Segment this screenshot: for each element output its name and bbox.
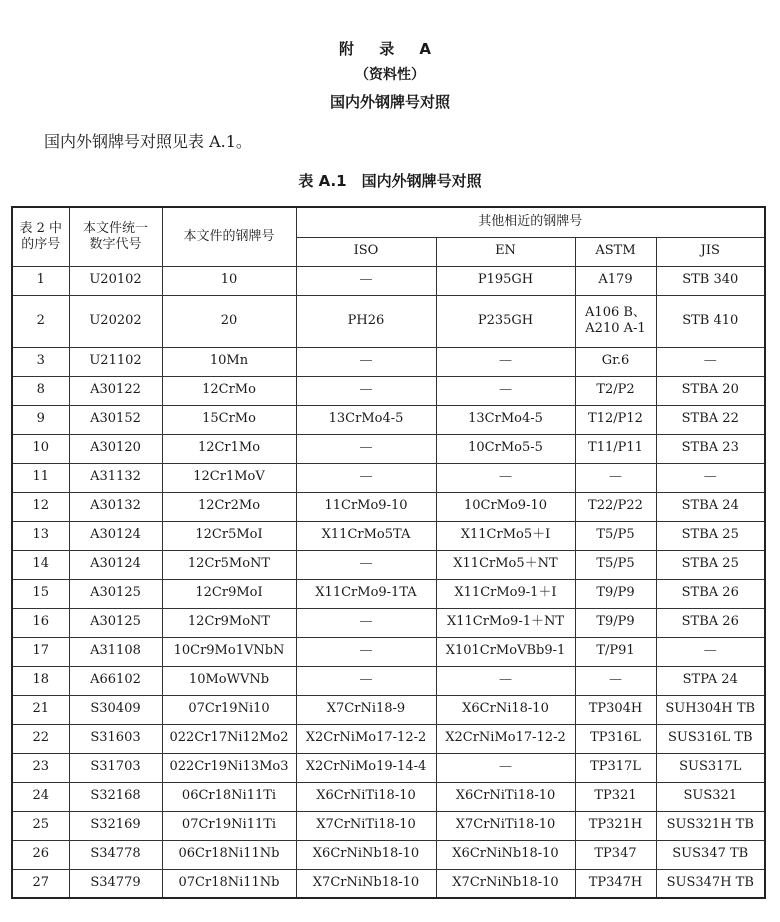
- en-cell: X6CrNi18-10: [436, 695, 575, 724]
- jis-cell: —: [656, 347, 765, 376]
- seq-cell: 15: [12, 579, 69, 608]
- astm-cell: T2/P2: [575, 376, 656, 405]
- grade-cell: 12Cr5MoI: [162, 521, 296, 550]
- jis-cell: STBA 23: [656, 434, 765, 463]
- seq-cell: 27: [12, 869, 69, 898]
- code-cell: A30152: [69, 405, 162, 434]
- astm-cell: T/P91: [575, 637, 656, 666]
- jis-cell: STBA 22: [656, 405, 765, 434]
- grade-cell: 07Cr19Ni10: [162, 695, 296, 724]
- jis-cell: —: [656, 463, 765, 492]
- seq-cell: 11: [12, 463, 69, 492]
- seq-cell: 17: [12, 637, 69, 666]
- code-cell: U21102: [69, 347, 162, 376]
- astm-cell: T5/P5: [575, 521, 656, 550]
- jis-cell: STBA 26: [656, 608, 765, 637]
- table-row: [12, 753, 765, 782]
- iso-cell: —: [296, 463, 436, 492]
- table-row: [12, 347, 765, 376]
- jis-cell: STBA 26: [656, 579, 765, 608]
- header-en: EN: [436, 237, 575, 266]
- iso-cell: 11CrMo9-10: [296, 492, 436, 521]
- en-cell: —: [436, 376, 575, 405]
- table-row: [12, 579, 765, 608]
- en-cell: P195GH: [436, 266, 575, 295]
- en-cell: X7CrNiTi18-10: [436, 811, 575, 840]
- jis-cell: —: [656, 637, 765, 666]
- astm-cell: Gr.6: [575, 347, 656, 376]
- en-cell: X2CrNiMo17-12-2: [436, 724, 575, 753]
- code-cell: S31603: [69, 724, 162, 753]
- grade-cell: 12Cr1Mo: [162, 434, 296, 463]
- grade-cell: 10Cr9Mo1VNbN: [162, 637, 296, 666]
- astm-cell: T12/P12: [575, 405, 656, 434]
- table-row: [12, 811, 765, 840]
- iso-cell: —: [296, 550, 436, 579]
- jis-cell: SUS347 TB: [656, 840, 765, 869]
- grade-cell: 10: [162, 266, 296, 295]
- iso-cell: X11CrMo9-1TA: [296, 579, 436, 608]
- code-cell: S31703: [69, 753, 162, 782]
- header-other-grades: 其他相近的钢牌号: [296, 207, 765, 237]
- astm-cell: T9/P9: [575, 608, 656, 637]
- iso-cell: X11CrMo5TA: [296, 521, 436, 550]
- seq-cell: 12: [12, 492, 69, 521]
- grade-cell: 07Cr19Ni11Ti: [162, 811, 296, 840]
- en-cell: —: [436, 463, 575, 492]
- astm-cell: T5/P5: [575, 550, 656, 579]
- header-seq: 表 2 中 的序号: [12, 207, 69, 266]
- en-cell: X11CrMo9-1＋NT: [436, 608, 575, 637]
- header-astm: ASTM: [575, 237, 656, 266]
- en-cell: X11CrMo9-1＋I: [436, 579, 575, 608]
- jis-cell: STBA 20: [656, 376, 765, 405]
- astm-cell: TP316L: [575, 724, 656, 753]
- code-cell: A31132: [69, 463, 162, 492]
- seq-cell: 2: [12, 295, 69, 347]
- table-row: [12, 695, 765, 724]
- table-row: [12, 608, 765, 637]
- grade-cell: 07Cr18Ni11Nb: [162, 869, 296, 898]
- en-cell: —: [436, 753, 575, 782]
- seq-cell: 23: [12, 753, 69, 782]
- jis-cell: SUS321: [656, 782, 765, 811]
- jis-cell: SUS347H TB: [656, 869, 765, 898]
- astm-cell: —: [575, 666, 656, 695]
- grade-cell: 12Cr5MoNT: [162, 550, 296, 579]
- steel-grade-table: [11, 206, 766, 899]
- seq-cell: 13: [12, 521, 69, 550]
- seq-cell: 18: [12, 666, 69, 695]
- code-cell: U20102: [69, 266, 162, 295]
- jis-cell: STBA 25: [656, 550, 765, 579]
- jis-cell: SUS321H TB: [656, 811, 765, 840]
- astm-cell: TP321: [575, 782, 656, 811]
- grade-cell: 022Cr19Ni13Mo3: [162, 753, 296, 782]
- seq-cell: 22: [12, 724, 69, 753]
- astm-cell: TP347H: [575, 869, 656, 898]
- en-cell: 10CrMo9-10: [436, 492, 575, 521]
- en-cell: X7CrNiNb18-10: [436, 869, 575, 898]
- code-cell: S30409: [69, 695, 162, 724]
- grade-cell: 10MoWVNb: [162, 666, 296, 695]
- iso-cell: —: [296, 637, 436, 666]
- astm-cell: A106 B、 A210 A-1: [575, 295, 656, 347]
- table-row: [12, 434, 765, 463]
- astm-cell: TP317L: [575, 753, 656, 782]
- code-cell: S34779: [69, 869, 162, 898]
- en-cell: —: [436, 666, 575, 695]
- en-cell: —: [436, 347, 575, 376]
- jis-cell: STPA 24: [656, 666, 765, 695]
- seq-cell: 14: [12, 550, 69, 579]
- appendix-heading: 附 录 A: [338, 40, 442, 58]
- seq-cell: 25: [12, 811, 69, 840]
- iso-cell: —: [296, 376, 436, 405]
- table-caption: 表 A.1 国内外钢牌号对照: [298, 172, 482, 190]
- seq-cell: 10: [12, 434, 69, 463]
- jis-cell: STBA 24: [656, 492, 765, 521]
- table-row: [12, 266, 765, 295]
- iso-cell: —: [296, 266, 436, 295]
- iso-cell: X2CrNiMo19-14-4: [296, 753, 436, 782]
- header-code: 本文件统一 数字代号: [69, 207, 162, 266]
- header-grade: 本文件的钢牌号: [162, 207, 296, 266]
- appendix-nature: （资料性）: [355, 67, 425, 83]
- jis-cell: SUS316L TB: [656, 724, 765, 753]
- code-cell: A66102: [69, 666, 162, 695]
- en-cell: X101CrMoVBb9-1: [436, 637, 575, 666]
- intro-paragraph: 国内外钢牌号对照见表 A.1。: [44, 132, 252, 151]
- astm-cell: T11/P11: [575, 434, 656, 463]
- en-cell: X6CrNiTi18-10: [436, 782, 575, 811]
- jis-cell: STB 410: [656, 295, 765, 347]
- table-row: [12, 782, 765, 811]
- iso-cell: —: [296, 434, 436, 463]
- code-cell: A30125: [69, 608, 162, 637]
- grade-cell: 12Cr2Mo: [162, 492, 296, 521]
- code-cell: A31108: [69, 637, 162, 666]
- table-row: [12, 521, 765, 550]
- table-row: [12, 840, 765, 869]
- jis-cell: STBA 25: [656, 521, 765, 550]
- seq-cell: 9: [12, 405, 69, 434]
- header-iso: ISO: [296, 237, 436, 266]
- jis-cell: STB 340: [656, 266, 765, 295]
- table-row: [12, 666, 765, 695]
- header-jis: JIS: [656, 237, 765, 266]
- iso-cell: X6CrNiNb18-10: [296, 840, 436, 869]
- iso-cell: PH26: [296, 295, 436, 347]
- code-cell: A30132: [69, 492, 162, 521]
- en-cell: X11CrMo5＋I: [436, 521, 575, 550]
- iso-cell: X2CrNiMo17-12-2: [296, 724, 436, 753]
- code-cell: A30120: [69, 434, 162, 463]
- seq-cell: 26: [12, 840, 69, 869]
- code-cell: S32169: [69, 811, 162, 840]
- grade-cell: 10Mn: [162, 347, 296, 376]
- astm-cell: T9/P9: [575, 579, 656, 608]
- en-cell: P235GH: [436, 295, 575, 347]
- astm-cell: —: [575, 463, 656, 492]
- iso-cell: —: [296, 347, 436, 376]
- table-row: [12, 637, 765, 666]
- iso-cell: —: [296, 666, 436, 695]
- iso-cell: X7CrNiNb18-10: [296, 869, 436, 898]
- seq-cell: 8: [12, 376, 69, 405]
- code-cell: S34778: [69, 840, 162, 869]
- seq-cell: 21: [12, 695, 69, 724]
- iso-cell: X7CrNiTi18-10: [296, 811, 436, 840]
- code-cell: U20202: [69, 295, 162, 347]
- iso-cell: X7CrNi18-9: [296, 695, 436, 724]
- table-row: [12, 492, 765, 521]
- grade-cell: 20: [162, 295, 296, 347]
- seq-cell: 1: [12, 266, 69, 295]
- table-body: [12, 266, 765, 898]
- code-cell: A30122: [69, 376, 162, 405]
- table-row: [12, 405, 765, 434]
- code-cell: A30125: [69, 579, 162, 608]
- astm-cell: TP304H: [575, 695, 656, 724]
- grade-cell: 12Cr1MoV: [162, 463, 296, 492]
- grade-cell: 12Cr9MoI: [162, 579, 296, 608]
- code-cell: S32168: [69, 782, 162, 811]
- table-row: [12, 550, 765, 579]
- astm-cell: TP321H: [575, 811, 656, 840]
- grade-cell: 06Cr18Ni11Nb: [162, 840, 296, 869]
- astm-cell: A179: [575, 266, 656, 295]
- grade-cell: 12Cr9MoNT: [162, 608, 296, 637]
- seq-cell: 3: [12, 347, 69, 376]
- iso-cell: —: [296, 608, 436, 637]
- code-cell: A30124: [69, 521, 162, 550]
- en-cell: 10CrMo5-5: [436, 434, 575, 463]
- seq-cell: 24: [12, 782, 69, 811]
- grade-cell: 15CrMo: [162, 405, 296, 434]
- iso-cell: 13CrMo4-5: [296, 405, 436, 434]
- seq-cell: 16: [12, 608, 69, 637]
- grade-cell: 12CrMo: [162, 376, 296, 405]
- grade-cell: 06Cr18Ni11Ti: [162, 782, 296, 811]
- grade-cell: 022Cr17Ni12Mo2: [162, 724, 296, 753]
- code-cell: A30124: [69, 550, 162, 579]
- iso-cell: X6CrNiTi18-10: [296, 782, 436, 811]
- en-cell: X11CrMo5＋NT: [436, 550, 575, 579]
- table-row: [12, 869, 765, 898]
- table-row: [12, 463, 765, 492]
- appendix-title: 国内外钢牌号对照: [329, 93, 450, 111]
- jis-cell: SUH304H TB: [656, 695, 765, 724]
- en-cell: 13CrMo4-5: [436, 405, 575, 434]
- en-cell: X6CrNiNb18-10: [436, 840, 575, 869]
- table-row: [12, 295, 765, 347]
- table-row: [12, 724, 765, 753]
- astm-cell: T22/P22: [575, 492, 656, 521]
- jis-cell: SUS317L: [656, 753, 765, 782]
- table-row: [12, 376, 765, 405]
- astm-cell: TP347: [575, 840, 656, 869]
